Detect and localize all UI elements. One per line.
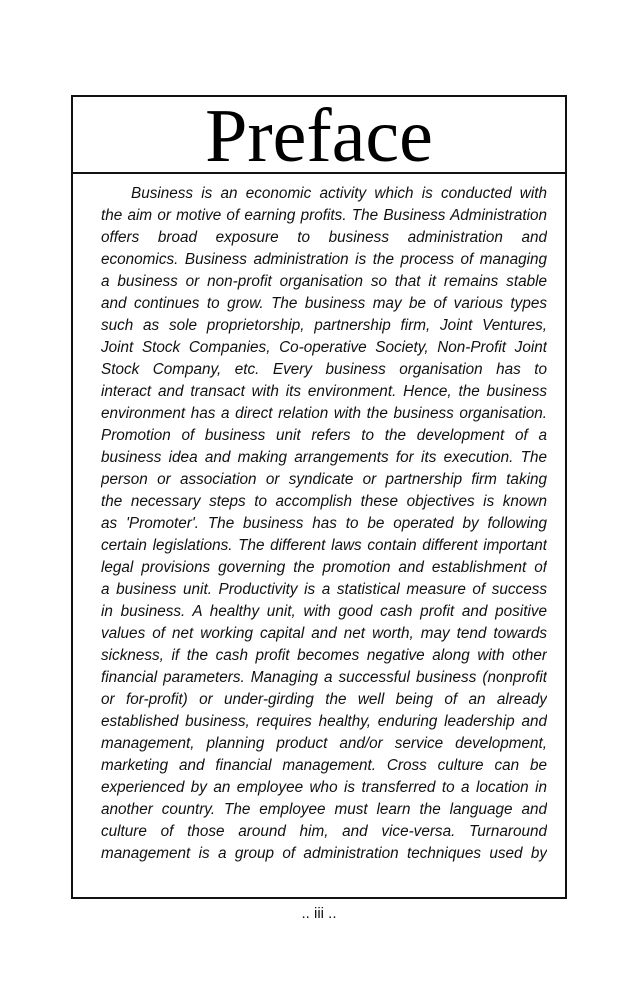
text-line: interact and transact with its environment. Hence, the business bbox=[101, 383, 547, 400]
text-line: financial parameters. Managing a successful business (nonprofit bbox=[101, 669, 547, 686]
text-line: the aim or motive of earning profits. The Business Administration bbox=[101, 207, 547, 224]
text-line: another country. The employee must learn the language and bbox=[101, 801, 547, 818]
text-line: or for-profit) or under-girding the well being of an already bbox=[101, 691, 547, 708]
text-line: Promotion of business unit refers to the development of a bbox=[101, 427, 547, 444]
text-line: offers broad exposure to business administration and bbox=[101, 229, 547, 246]
text-line: environment has a direct relation with the business organisation. bbox=[101, 405, 547, 422]
text-line: business idea and making arrangements for its execution. The bbox=[101, 449, 547, 466]
preface-body bbox=[101, 183, 547, 865]
text-line: values of net working capital and net worth, may tend towards bbox=[101, 625, 547, 642]
text-line: management, planning product and/or service development, bbox=[101, 735, 547, 752]
text-line: a business unit. Productivity is a statistical measure of success bbox=[101, 581, 547, 598]
text-line: person or association or syndicate or partnership firm taking bbox=[101, 471, 547, 488]
page-frame bbox=[71, 95, 567, 899]
text-line: culture of those around him, and vice-versa. Turnaround bbox=[101, 823, 547, 840]
text-line: a business or non-profit organisation so that it remains stable bbox=[101, 273, 547, 290]
text-line: Joint Stock Companies, Co-operative Society, Non-Profit Joint bbox=[101, 339, 547, 356]
text-line: legal provisions governing the promotion and establishment of bbox=[101, 559, 547, 576]
page-title: Preface bbox=[205, 94, 433, 178]
text-line: Business is an economic activity which is conducted with bbox=[131, 185, 547, 202]
text-line: established business, requires healthy, enduring leadership and bbox=[101, 713, 547, 730]
text-line: experienced by an employee who is transferred to a location in bbox=[101, 779, 547, 796]
text-line: economics. Business administration is the process of managing bbox=[101, 251, 547, 268]
title-divider bbox=[73, 172, 565, 174]
text-line: sickness, if the cash profit becomes negative along with other bbox=[101, 647, 547, 664]
text-line: marketing and financial management. Cross culture can be bbox=[101, 757, 547, 774]
text-line: in business. A healthy unit, with good cash profit and positive bbox=[101, 603, 547, 620]
text-line: such as sole proprietorship, partnership firm, Joint Ventures, bbox=[101, 317, 547, 334]
text-line: and continues to grow. The business may be of various types bbox=[101, 295, 547, 312]
text-line: the necessary steps to accomplish these objectives is known bbox=[101, 493, 547, 510]
text-line: certain legislations. The different laws contain different important bbox=[101, 537, 547, 554]
page-number: .. iii .. bbox=[301, 905, 337, 922]
text-line: management is a group of administration techniques used by bbox=[101, 845, 547, 862]
text-line: Stock Company, etc. Every business organisation has to bbox=[101, 361, 547, 378]
text-line: as 'Promoter'. The business has to be operated by following bbox=[101, 515, 547, 532]
